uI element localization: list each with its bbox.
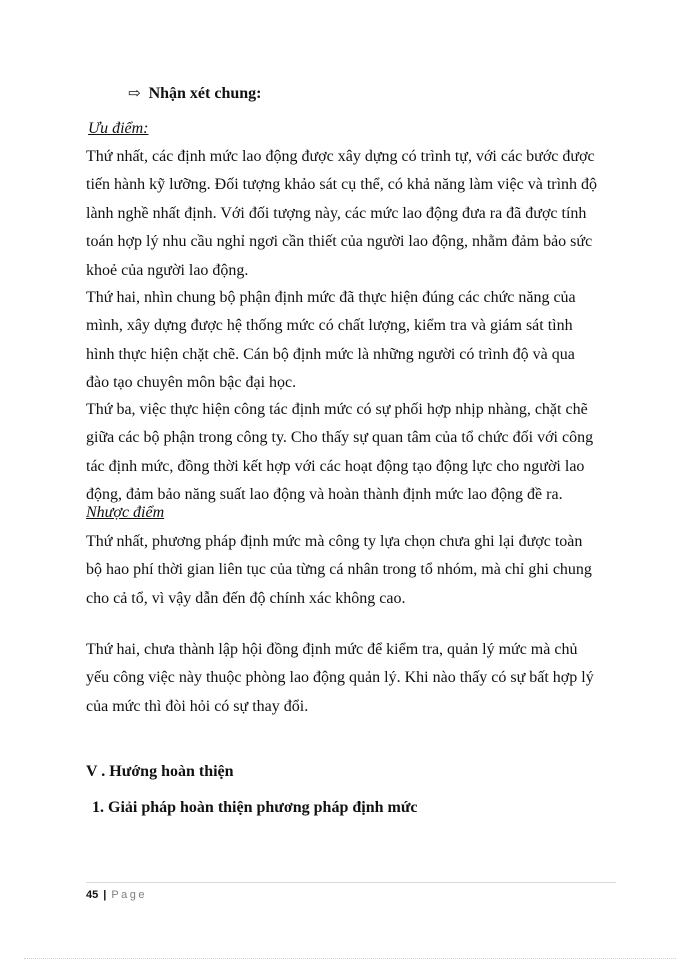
advantages-paragraph-3 bbox=[86, 396, 626, 510]
text-line: của mức thì đòi hỏi có sự thay đổi. bbox=[86, 697, 309, 715]
summary-heading bbox=[128, 84, 261, 103]
page-bottom-border bbox=[24, 958, 676, 959]
text-line: tác định mức, đồng thời kết hợp với các hoạt động tạo động lực cho người lao bbox=[86, 457, 585, 475]
disadvantages-label: Nhược điểm bbox=[86, 504, 165, 521]
text-line: Thứ hai, nhìn chung bộ phận định mức đã thực hiện đúng các chức năng của bbox=[86, 289, 576, 306]
text-line: Thứ nhất, các định mức lao động được xây dựng có trình tự, với các bước được bbox=[86, 148, 595, 165]
summary-heading-text: Nhận xét chung: bbox=[148, 84, 262, 102]
text-line: động, đảm bảo năng suất lao động và hoàn thành định mức lao động đề ra. bbox=[86, 486, 563, 504]
disadvantages-paragraph-1 bbox=[86, 528, 626, 613]
text-line: giữa các bộ phận trong công ty. Cho thấy sự quan tâm của tổ chức đối với công bbox=[86, 429, 594, 447]
text-line: Thứ ba, việc thực hiện công tác định mức có sự phối hợp nhịp nhàng, chặt chẽ bbox=[86, 401, 588, 418]
disadvantages-paragraph-2 bbox=[86, 636, 626, 721]
text-line: bộ hao phí thời gian liên tục của từng cá nhân trong tổ nhóm, mà chỉ ghi chung bbox=[86, 561, 592, 579]
text-line: đào tạo chuyên môn bậc đại học. bbox=[86, 374, 297, 392]
arrow-right-outline-icon: ⇨ bbox=[128, 86, 141, 102]
text-line: khoẻ của người lao động. bbox=[86, 261, 249, 279]
section-heading: V . Hướng hoàn thiện bbox=[86, 763, 234, 780]
advantages-paragraph-2 bbox=[86, 284, 626, 398]
text-line: hình thực hiện chặt chẽ. Cán bộ định mức là những người có trình độ và qua bbox=[86, 345, 575, 363]
page-label: Page bbox=[111, 889, 148, 901]
text-line: yếu công việc này thuộc phòng lao động quản lý. Khi nào thấy có sự bất hợp lý bbox=[86, 669, 594, 687]
footer-separator: | bbox=[103, 889, 107, 901]
footer-divider bbox=[86, 882, 616, 883]
advantages-paragraph-1 bbox=[86, 143, 626, 285]
text-line: lành nghề nhất định. Với đối tượng này, các mức lao động đưa ra đã được tính bbox=[86, 204, 587, 222]
text-line: mình, xây dựng được hệ thống mức có chất lượng, kiểm tra và giám sát tình bbox=[86, 317, 573, 335]
text-line: toán hợp lý nhu cầu nghỉ ngơi cần thiết của người lao động, nhằm đảm bảo sức bbox=[86, 233, 593, 251]
text-line: tiến hành kỹ lưỡng. Đối tượng khảo sát cụ thể, có khả năng làm việc và trình độ bbox=[86, 176, 598, 194]
text-line: Thứ nhất, phương pháp định mức mà công ty lựa chọn chưa ghi lại được toàn bbox=[86, 533, 583, 550]
text-line: cho cả tổ, vì vậy dẫn đến độ chính xác không cao. bbox=[86, 589, 406, 607]
advantages-label: Ưu điểm: bbox=[88, 120, 149, 137]
page-footer bbox=[86, 889, 147, 901]
subsection-heading: 1. Giải pháp hoàn thiện phương pháp định mức bbox=[92, 799, 418, 816]
text-line: Thứ hai, chưa thành lập hội đồng định mức để kiểm tra, quản lý mức mà chủ bbox=[86, 641, 578, 658]
page-number: 45 bbox=[86, 889, 99, 901]
